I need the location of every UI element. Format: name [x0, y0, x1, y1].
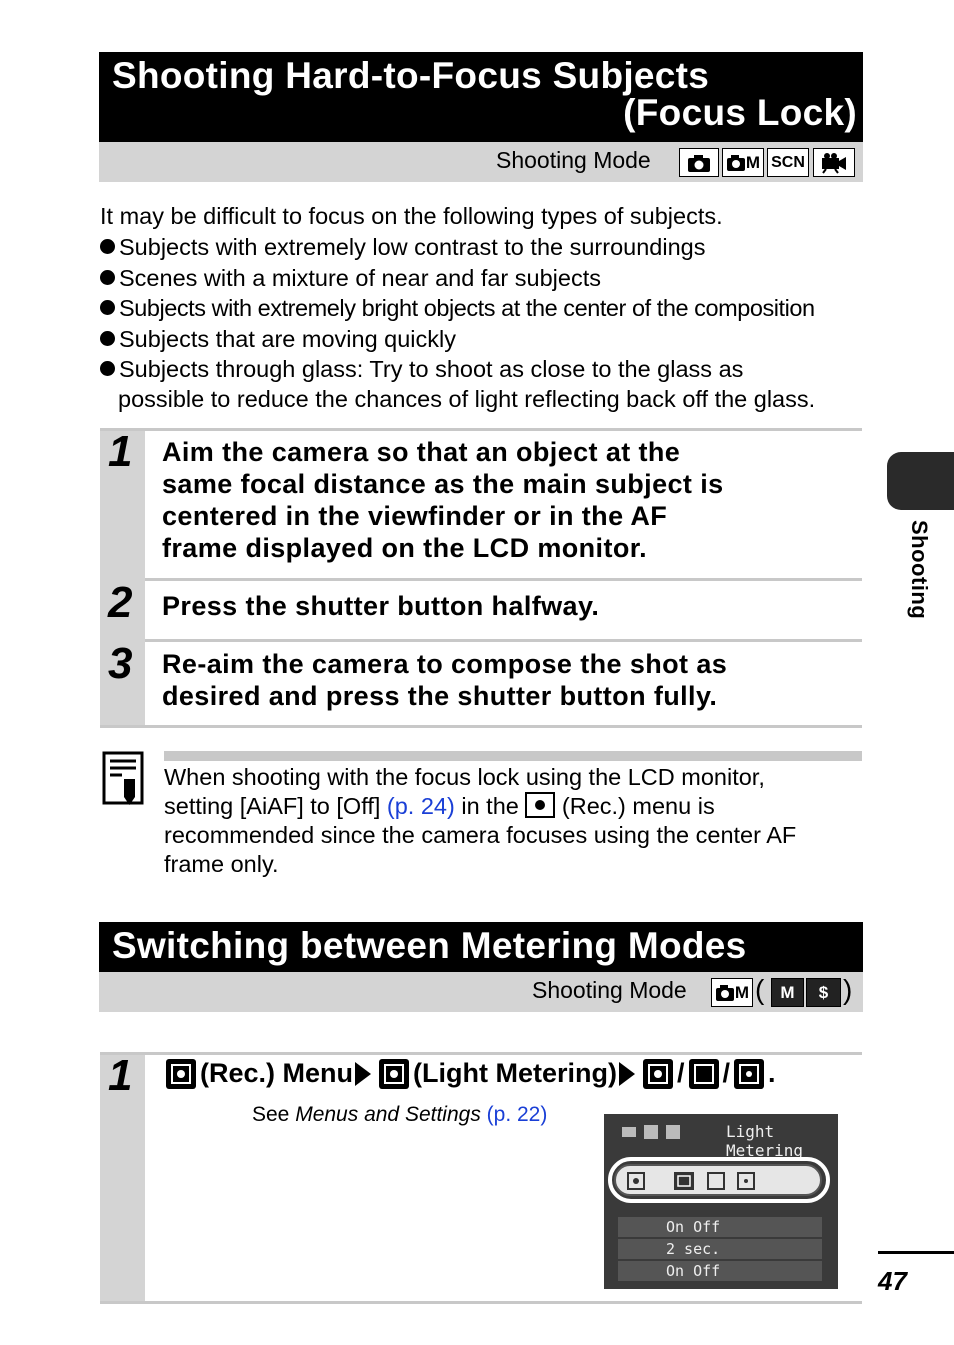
section-title-line2: (Focus Lock) — [623, 92, 857, 133]
lcd-row: On Off — [618, 1261, 822, 1281]
section-header-metering — [99, 922, 863, 972]
evaluative-metering-icon — [643, 1059, 673, 1089]
note-bar — [164, 751, 862, 761]
list-item-continuation: possible to reduce the chances of light reflecting back off the glass. — [118, 386, 816, 412]
camera-manual-icon: M — [711, 978, 753, 1007]
page-number-rule — [878, 1251, 954, 1254]
step-number: 1 — [108, 427, 133, 476]
arrow-right-icon — [619, 1062, 635, 1086]
lcd-screenshot — [604, 1114, 838, 1289]
step-number: 1 — [108, 1051, 133, 1100]
step-3-text: Re-aim the camera to compose the shot as desired and press the shutter button fully. — [162, 649, 728, 711]
divider — [100, 725, 862, 728]
shooting-mode-label: Shooting Mode — [496, 147, 651, 173]
rec-menu-icon — [525, 792, 555, 818]
shooting-mode-label: Shooting Mode — [532, 977, 687, 1003]
section-title: Switching between Metering Modes — [112, 925, 747, 966]
light-metering-label: (Light Metering) — [413, 1058, 617, 1088]
step-1-text: Aim the camera so that an object at the same focal distance as the main subject is centered in the viewfinder or in the AF frame displayed on the LCD monitor. — [162, 437, 724, 563]
chapter-label: Shooting — [907, 520, 932, 620]
lcd-title: Light Metering — [726, 1122, 804, 1160]
list-item: Subjects that are moving quickly — [100, 324, 456, 355]
step-2-text: Press the shutter button halfway. — [162, 591, 600, 621]
intro-text: It may be difficult to focus on the following types of subjects. — [100, 203, 723, 229]
page-link[interactable]: (p. 24) — [386, 793, 455, 819]
camera-manual-letter: M — [745, 152, 761, 172]
lcd-row: On Off — [618, 1217, 822, 1237]
menu-path: (Rec.) Menu (Light Metering) / / . — [162, 1058, 776, 1089]
arrow-right-icon — [355, 1062, 371, 1086]
paren-open: ( — [755, 974, 765, 1005]
list-item: Subjects through glass: Try to shoot as close to the glass as — [100, 354, 743, 385]
shooting-mode-bar — [99, 142, 863, 182]
movie-icon — [813, 148, 855, 177]
divider — [145, 578, 862, 581]
lcd-row: 2 sec. — [618, 1239, 822, 1259]
divider — [145, 639, 862, 642]
camera-auto-icon — [679, 148, 719, 177]
selected-row — [614, 1164, 822, 1196]
page-number: 47 — [878, 1266, 907, 1296]
step-number: 2 — [108, 578, 133, 627]
step-number: 3 — [108, 639, 133, 688]
memo-icon — [102, 751, 144, 805]
scn-icon: SCN — [767, 148, 809, 177]
rec-menu-label: (Rec.) Menu — [200, 1058, 354, 1088]
see-reference: See Menus and Settings (p. 22) — [252, 1103, 548, 1126]
chapter-tab — [887, 452, 954, 510]
note-text: When shooting with the focus lock using the LCD monitor, setting [AiAF] to [Off] (p. 24) in the (Rec.) menu is recommended since the camera focuses using the center AF frame only. — [164, 764, 797, 877]
menu-tabs-icon — [620, 1122, 690, 1142]
section-header-focus-lock — [99, 52, 863, 142]
list-item: Scenes with a mixture of near and far subjects — [100, 263, 601, 294]
paren-close: ) — [843, 974, 853, 1005]
light-metering-icon — [379, 1059, 409, 1089]
list-item: Subjects with extremely bright objects at the center of the composition — [100, 293, 815, 324]
divider — [100, 1301, 862, 1304]
page-link[interactable]: (p. 22) — [480, 1103, 548, 1126]
camera-manual-icon — [722, 148, 764, 177]
section-title-line1: Shooting Hard-to-Focus Subjects — [112, 55, 710, 96]
rec-menu-icon — [166, 1059, 196, 1089]
center-weighted-metering-icon — [689, 1059, 719, 1089]
shooting-mode-bar — [99, 972, 863, 1012]
list-item: Subjects with extremely low contrast to the surroundings — [100, 232, 705, 263]
spot-metering-icon — [734, 1059, 764, 1089]
color-manual-icon: M — [771, 978, 804, 1007]
stitch-assist-icon: $ — [806, 978, 841, 1007]
